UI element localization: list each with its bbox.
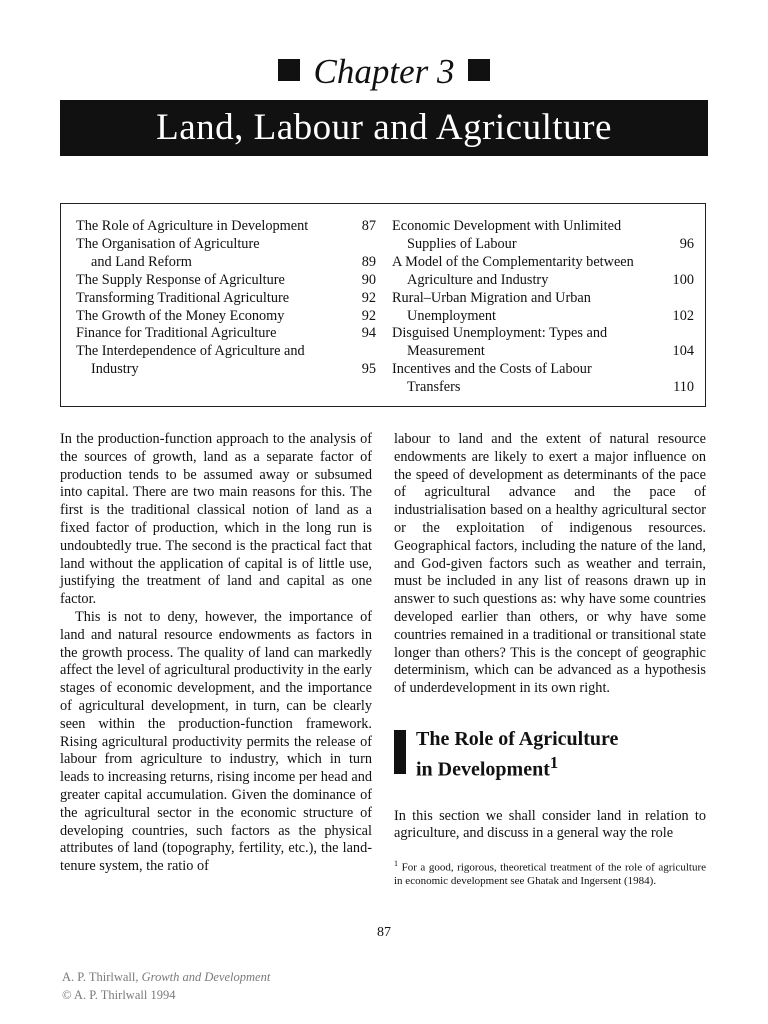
contents-entry-page: 96 — [679, 235, 694, 252]
section-heading-line: The Role of Agriculture — [416, 727, 619, 750]
chapter-contents-box — [60, 203, 706, 407]
contents-right-column — [392, 218, 694, 397]
body-paragraph: In this section we shall consider land in relation to agriculture, and discuss in a general way the role — [394, 807, 706, 842]
body-paragraph: labour to land and the extent of natural resource endowments are likely to exert a major influence on the speed of development as determinants of the pace of agricultural advance and the pace of industrialisation based on a healthy agricultural sector or the exploitation of indigenous resources. Geographical factors, including the nature of the land, and God-given factors such as weather and terrain, must be included in any list of reasons drawn up in answer to such questions as: why have some countries developed earlier than others, or why have some countries remained in a traditional or transitional state longer than others? This is the concept of geographic determinism, which can be advanced as a hypothesis of underdevelopment in its own right. — [394, 431, 706, 697]
credit-book-title: Growth and Development — [141, 970, 271, 984]
contents-entry-page: 92 — [361, 289, 376, 306]
contents-entry-line: Disguised Unemployment: Types and — [392, 325, 608, 342]
contents-entry — [76, 325, 376, 343]
contents-entry-title — [392, 325, 607, 361]
body-paragraph: In the production-function approach to the analysis of the sources of growth, land as a separate factor of production tends to be assumed away or subsumed into capital. There are two main reasons for this. The first is the traditional classical notion of land as a fixed factor of production, which in the long run is undoubtedly true. The second is the practical fact that land without the application of capital is of little use, justifying the treatment of land and capital as one factor. — [60, 431, 372, 608]
contents-entry — [392, 218, 694, 254]
contents-entry-page: 110 — [673, 379, 694, 396]
section-heading-line-2 — [416, 751, 706, 782]
contents-entry-line: Incentives and the Costs of Labour — [392, 361, 592, 378]
body-column-left — [60, 431, 372, 876]
section-heading — [394, 728, 706, 782]
contents-entry — [76, 272, 376, 290]
contents-entry-page: 87 — [361, 218, 376, 234]
contents-entry-page: 104 — [672, 343, 694, 360]
contents-entry-line: The Role of Agriculture in Development — [76, 218, 309, 234]
footnote-number: 1 — [394, 859, 398, 869]
contents-entry-line: The Interdependence of Agriculture and — [76, 343, 305, 360]
credit-copyright: © A. P. Thirlwall 1994 — [62, 988, 176, 1002]
contents-entry — [392, 290, 694, 326]
contents-entry-line: Unemployment — [407, 307, 496, 324]
section-heading-text: in Development — [416, 758, 550, 781]
contents-entry — [76, 290, 376, 308]
page-number: 87 — [377, 925, 391, 940]
contents-entry-title — [76, 236, 260, 272]
contents-entry-page: 100 — [672, 271, 694, 288]
chapter-title-bar — [60, 100, 708, 156]
contents-entry-line: Transforming Traditional Agriculture — [76, 289, 290, 306]
contents-entry — [392, 254, 694, 290]
contents-entry-line: Agriculture and Industry — [407, 271, 549, 288]
contents-entry-title — [76, 272, 285, 290]
footnote — [394, 857, 706, 888]
contents-left-column — [76, 218, 376, 379]
contents-entry-page: 92 — [361, 307, 376, 324]
contents-entry-page: 90 — [361, 271, 376, 288]
contents-entry-line: The Growth of the Money Economy — [76, 307, 285, 324]
contents-entry-line: Measurement — [407, 343, 485, 360]
body-paragraph: This is not to deny, however, the importance of land and natural resource endowments as factors in the growth process. The quality of land can markedly affect the level of agricultural productivity in the early stages of economic development, and the importance of agricultural development, in turn, can be clearly seen within the production-function framework. Rising agricultural productivity permits the release of labour from agriculture to industry, which in turn leads to increasing returns, rising income per head and greater capital accumulation. Given the dominance of the agricultural sector in the economic structure of developing countries, such factors as the physical attributes of land (topography, fertility, etc.), the land-tenure system, the ratio of — [60, 608, 372, 875]
contents-entry-title — [392, 361, 592, 397]
contents-entry-title — [392, 254, 634, 290]
section-bar-icon — [394, 730, 406, 774]
contents-entry-line: Industry — [91, 361, 139, 378]
contents-entry-line: A Model of the Complementarity between — [392, 253, 634, 270]
contents-entry-page: 94 — [361, 325, 376, 342]
chapter-label: Chapter 3 — [313, 52, 455, 91]
contents-entry-page: 95 — [361, 361, 376, 378]
credit-author: A. P. Thirlwall, — [62, 970, 139, 984]
contents-entry-title — [76, 343, 305, 379]
square-bullet-icon — [278, 59, 300, 81]
chapter-title: Land, Labour and Agriculture — [156, 107, 612, 148]
contents-entry-line: Transfers — [407, 379, 461, 396]
contents-entry-title — [392, 290, 591, 326]
contents-entry-line: The Supply Response of Agriculture — [76, 271, 285, 288]
body-column-right — [394, 431, 706, 888]
contents-entry-page: 89 — [361, 253, 376, 270]
contents-entry-title — [76, 325, 277, 343]
contents-entry — [76, 343, 376, 379]
contents-entry-line: Finance for Traditional Agriculture — [76, 325, 277, 342]
footnote-text: For a good, rigorous, theoretical treatment of the role of agriculture in economic development see Ghatak and Ingersent (1984). — [394, 861, 707, 887]
contents-entry — [76, 308, 376, 326]
contents-entry-line: Rural–Urban Migration and Urban — [392, 289, 591, 306]
credits — [62, 968, 270, 1004]
contents-entry-title — [76, 290, 289, 308]
contents-entry — [76, 218, 376, 236]
chapter-heading — [0, 52, 768, 92]
contents-entry-line: Supplies of Labour — [407, 235, 517, 252]
contents-entry-title — [76, 218, 308, 236]
credit-line — [62, 968, 270, 986]
square-bullet-icon — [468, 59, 490, 81]
contents-entry-line: The Organisation of Agriculture — [76, 235, 260, 252]
contents-entry-line: Economic Development with Unlimited — [392, 218, 622, 234]
contents-entry — [392, 361, 694, 397]
contents-entry-title — [76, 308, 284, 326]
footnote-marker: 1 — [549, 752, 559, 772]
contents-entry — [76, 236, 376, 272]
contents-entry — [392, 325, 694, 361]
contents-entry-page: 102 — [672, 307, 694, 324]
contents-entry-title — [392, 218, 621, 254]
contents-entry-line: and Land Reform — [91, 253, 192, 270]
